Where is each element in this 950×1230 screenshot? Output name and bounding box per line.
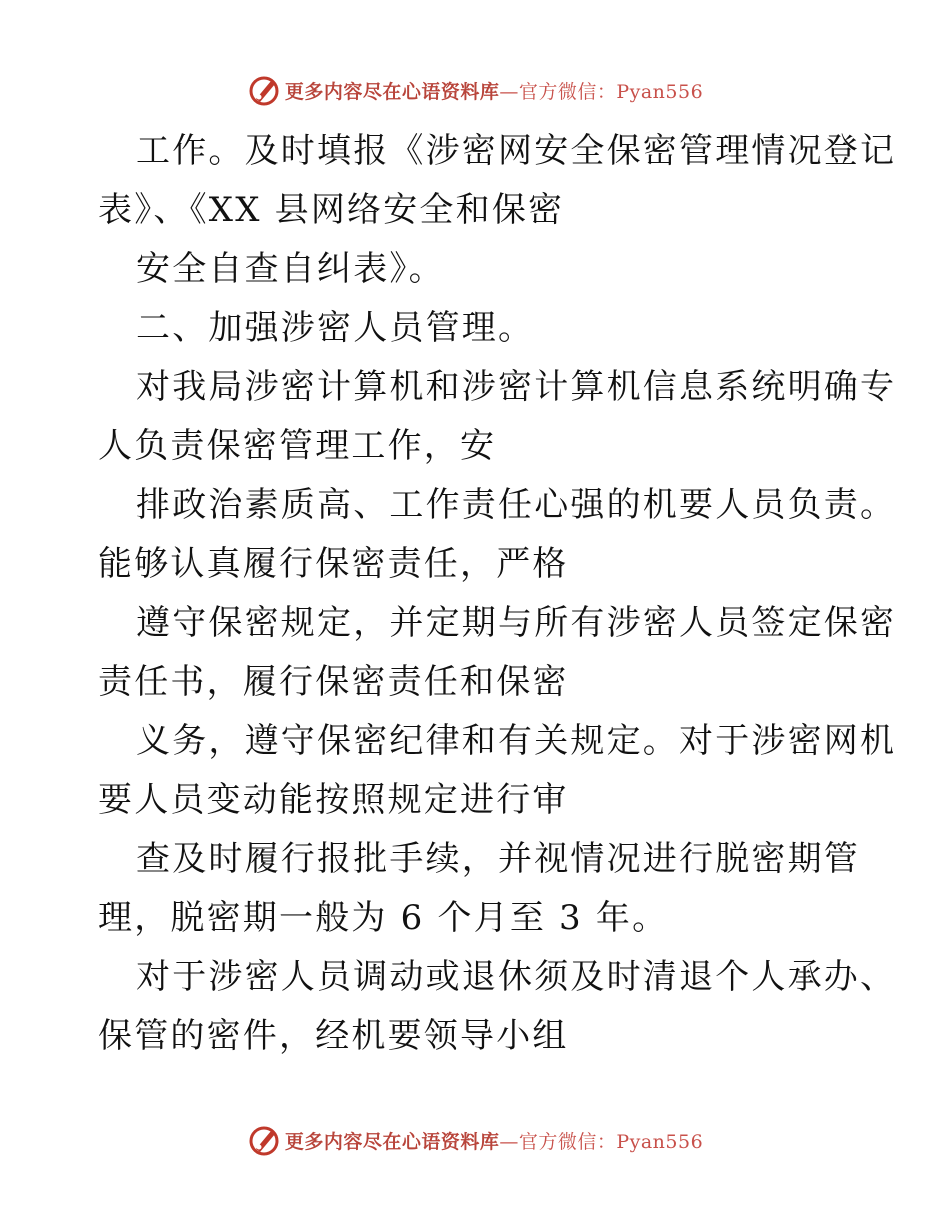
header-dash: — bbox=[499, 80, 519, 103]
body-line: 责任书，履行保密责任和保密 bbox=[98, 662, 569, 702]
header-brand: 更多内容尽在心语资料库 bbox=[284, 80, 500, 103]
footer-banner bbox=[0, 1120, 950, 1160]
document-body bbox=[98, 122, 897, 1066]
footer-contact: 官方微信：Pyan556 bbox=[518, 1130, 704, 1153]
body-line: 对我局涉密计算机和涉密计算机信息系统明确专 bbox=[136, 367, 897, 407]
footer-banner-text bbox=[285, 1127, 703, 1154]
body-line: 义务，遵守保密纪律和有关规定。对于涉密网机 bbox=[136, 721, 897, 761]
body-line: 对于涉密人员调动或退休须及时清退个人承办、 bbox=[136, 957, 897, 997]
pen-nib-logo-icon bbox=[247, 1123, 281, 1157]
body-line: 安全自查自纠表》。 bbox=[136, 249, 445, 289]
body-line: 保管的密件，经机要领导小组 bbox=[98, 1016, 569, 1056]
section-heading: 二、加强涉密人员管理。 bbox=[136, 308, 535, 348]
body-line: 排政治素质高、工作责任心强的机要人员负责。 bbox=[136, 485, 897, 525]
body-line: 能够认真履行保密责任，严格 bbox=[98, 544, 569, 584]
header-banner bbox=[0, 70, 950, 110]
body-line: 工作。及时填报《涉密网安全保密管理情况登记 bbox=[136, 131, 897, 171]
header-banner-text bbox=[285, 77, 703, 104]
body-line: 要人员变动能按照规定进行审 bbox=[98, 780, 569, 820]
footer-brand: 更多内容尽在心语资料库 bbox=[284, 1130, 500, 1153]
body-line: 人负责保密管理工作，安 bbox=[98, 426, 497, 466]
body-line: 表》、《XX 县网络安全和保密 bbox=[98, 190, 565, 230]
header-contact: 官方微信：Pyan556 bbox=[518, 80, 704, 103]
body-line: 查及时履行报批手续，并视情况进行脱密期管 bbox=[136, 839, 860, 879]
pen-nib-logo-icon bbox=[247, 73, 281, 107]
body-line: 遵守保密规定，并定期与所有涉密人员签定保密 bbox=[136, 603, 897, 643]
body-line: 理，脱密期一般为 6 个月至 3 年。 bbox=[98, 898, 669, 938]
footer-dash: — bbox=[499, 1130, 519, 1153]
